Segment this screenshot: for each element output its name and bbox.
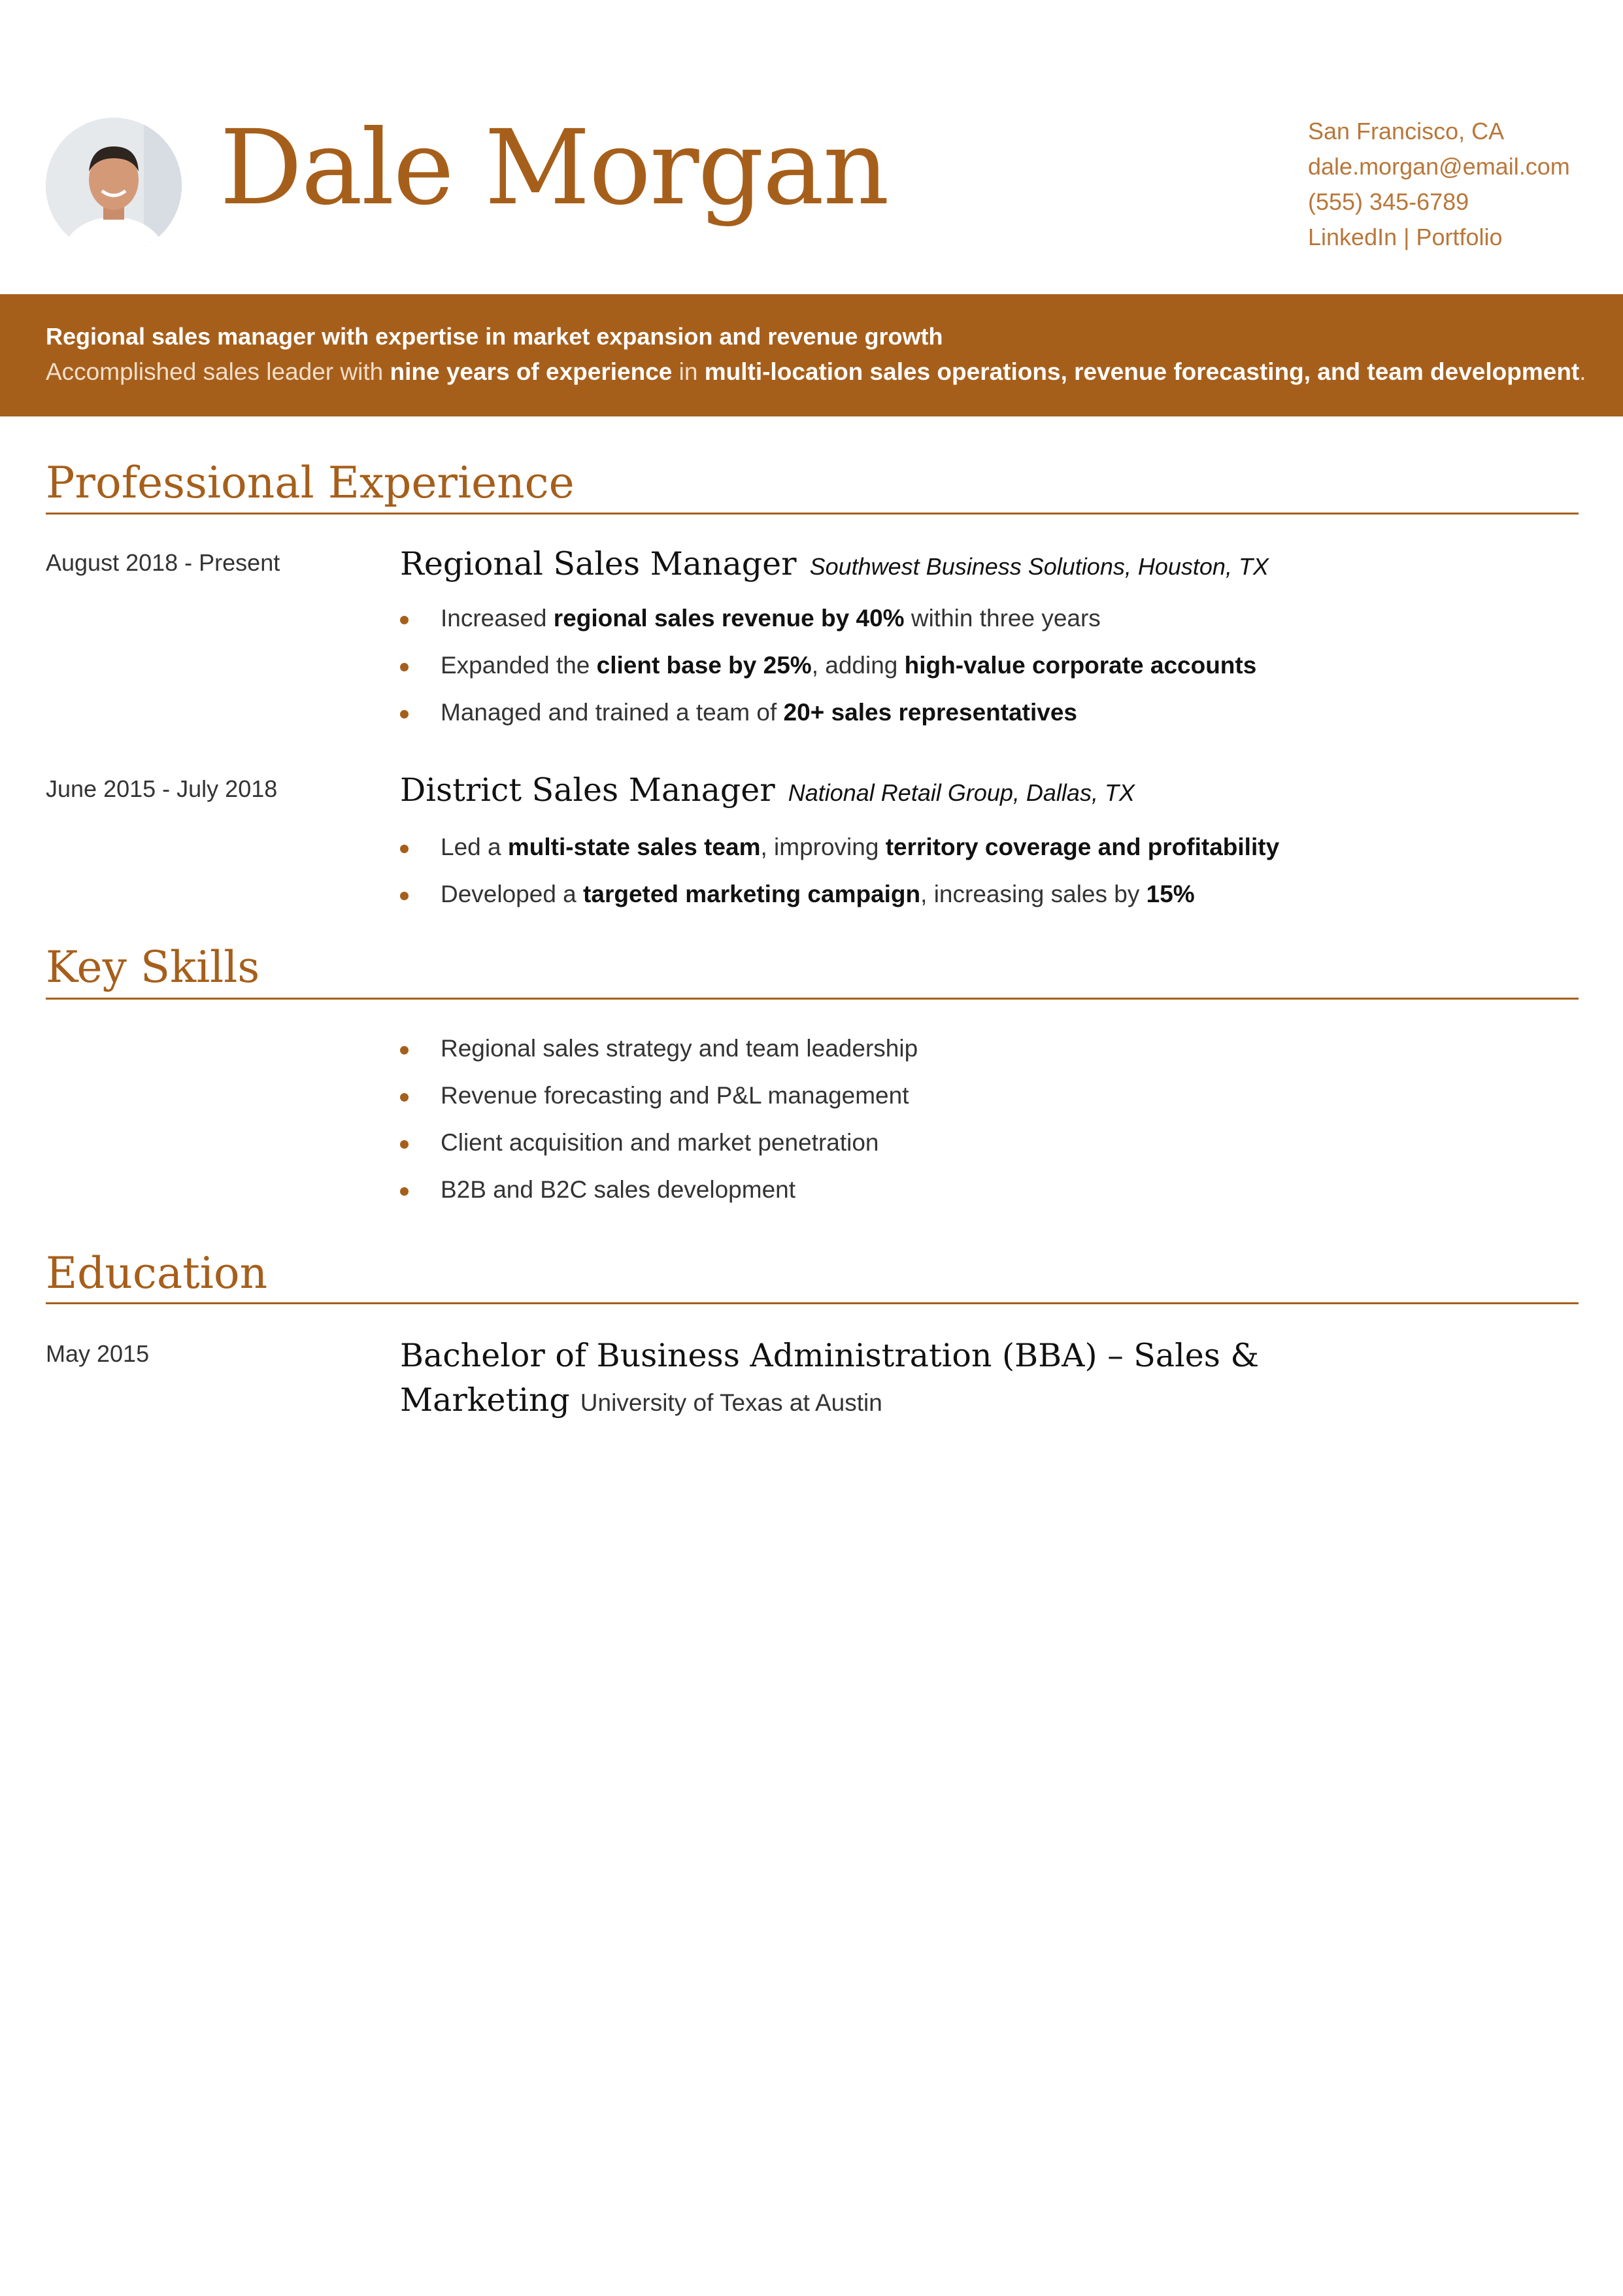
section-divider bbox=[46, 513, 1579, 515]
bullet-text-run: , improving bbox=[760, 834, 886, 860]
job-bullet bbox=[400, 879, 1279, 926]
education-degree: Bachelor of Business Administration (BBA) – Sales & Marketing bbox=[400, 1337, 1260, 1419]
bullet-text-run: Expanded the bbox=[441, 652, 597, 679]
section-divider bbox=[46, 998, 1579, 1000]
bullet-text-run: within three years bbox=[904, 605, 1101, 632]
bullet-text-run: , increasing sales by bbox=[920, 881, 1146, 907]
summary-banner bbox=[0, 294, 1623, 416]
job-bullet bbox=[400, 832, 1279, 879]
summary-headline: Regional sales manager with expertise in market expansion and revenue growth bbox=[46, 323, 943, 350]
job-org: Southwest Business Solutions, Houston, TX bbox=[809, 553, 1269, 580]
education-entry bbox=[400, 1334, 1550, 1425]
section-title-skills: Key Skills bbox=[46, 942, 260, 992]
bullet-text-run: 20+ sales representatives bbox=[783, 699, 1077, 726]
job-bullet bbox=[400, 603, 1256, 650]
bullet-text-run: multi-state sales team bbox=[507, 834, 761, 860]
bullet-text-run: regional sales revenue by 40% bbox=[553, 605, 905, 632]
skill-item: Revenue forecasting and P&L management bbox=[400, 1080, 918, 1127]
bullet-text-run: Managed and trained a team of bbox=[441, 699, 784, 726]
bullet-text-run: Led a bbox=[441, 834, 508, 860]
bullet-text-run: client base by 25% bbox=[596, 652, 812, 679]
candidate-name: Dale Morgan bbox=[220, 108, 888, 228]
skill-item: Client acquisition and market penetration bbox=[400, 1127, 918, 1174]
job-title bbox=[400, 545, 1269, 582]
job-dates: August 2018 - Present bbox=[46, 549, 280, 576]
contact-links[interactable]: LinkedIn | Portfolio bbox=[1308, 224, 1503, 250]
job-title-text: Regional Sales Manager bbox=[400, 545, 797, 582]
bullet-text-run: Developed a bbox=[441, 881, 584, 907]
bullet-text-run: , adding bbox=[811, 652, 905, 679]
contact-email[interactable]: dale.morgan@email.com bbox=[1308, 153, 1570, 180]
job-bullet bbox=[400, 650, 1256, 697]
section-title-experience: Professional Experience bbox=[46, 458, 575, 508]
bullet-text-run: targeted marketing campaign bbox=[583, 881, 921, 907]
bullet-text-run: Increased bbox=[441, 605, 554, 632]
job-dates: June 2015 - July 2018 bbox=[46, 775, 278, 802]
contact-location: San Francisco, CA bbox=[1308, 118, 1505, 144]
job-title bbox=[400, 771, 1135, 809]
resume-header bbox=[0, 0, 1623, 294]
profile-photo-icon bbox=[46, 118, 182, 254]
bullet-text-run: 15% bbox=[1146, 881, 1195, 907]
summary-text-run: . bbox=[1579, 358, 1586, 385]
skill-item: B2B and B2C sales development bbox=[400, 1174, 918, 1221]
skills-list bbox=[400, 1033, 918, 1221]
summary-text-run: in bbox=[672, 358, 705, 385]
job-org: National Retail Group, Dallas, TX bbox=[788, 779, 1135, 806]
summary-text-run: nine years of experience bbox=[390, 358, 673, 385]
summary-text bbox=[46, 358, 1586, 386]
section-divider bbox=[46, 1302, 1579, 1304]
education-date: May 2015 bbox=[46, 1340, 150, 1367]
contact-info bbox=[1308, 114, 1570, 255]
job-bullets bbox=[400, 832, 1279, 926]
skill-item: Regional sales strategy and team leadership bbox=[400, 1033, 918, 1080]
bullet-text-run: high-value corporate accounts bbox=[904, 652, 1257, 679]
avatar bbox=[46, 118, 182, 254]
contact-phone: (555) 345-6789 bbox=[1308, 188, 1469, 215]
job-title-text: District Sales Manager bbox=[400, 771, 775, 809]
summary-text-run: multi-location sales operations, revenue forecasting, and team development bbox=[704, 358, 1580, 385]
education-school: University of Texas at Austin bbox=[580, 1389, 882, 1416]
job-bullet bbox=[400, 697, 1256, 744]
bullet-text-run: territory coverage and profitability bbox=[885, 834, 1280, 860]
section-title-education: Education bbox=[46, 1248, 268, 1298]
summary-text-run: Accomplished sales leader with bbox=[46, 358, 390, 385]
job-bullets bbox=[400, 603, 1256, 744]
